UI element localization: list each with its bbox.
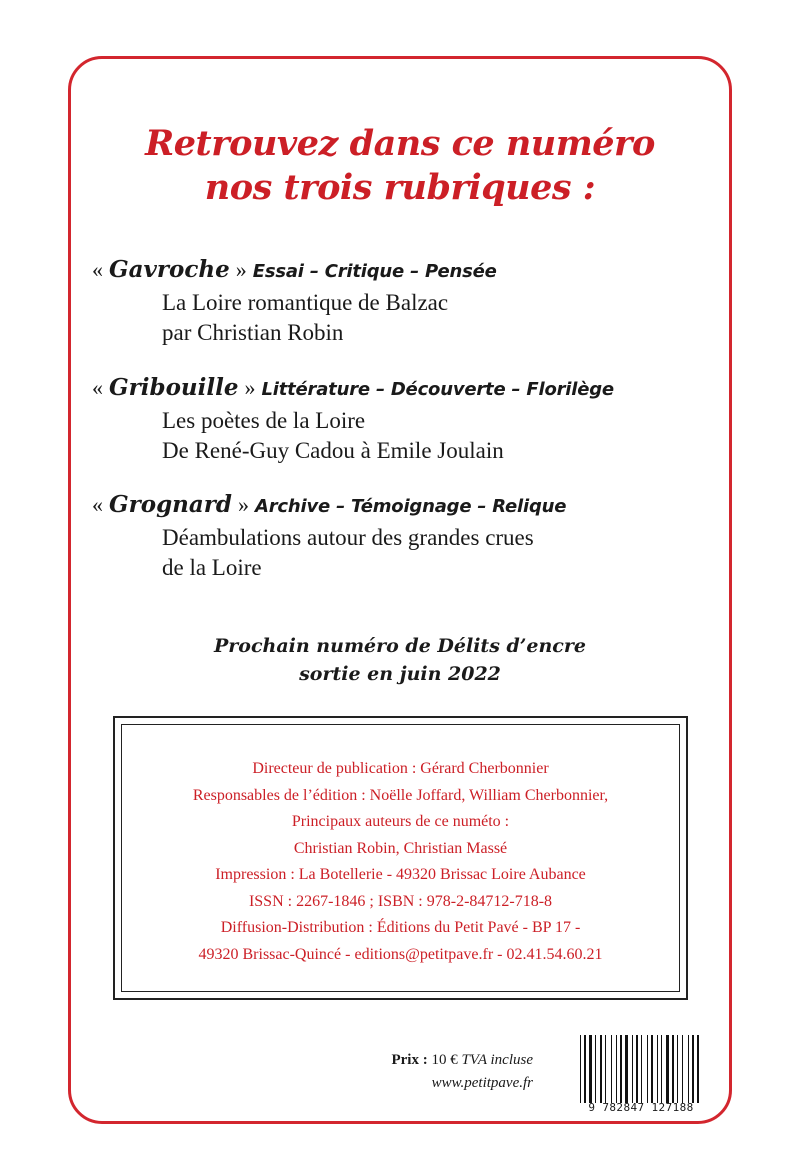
barcode-bar [632, 1035, 633, 1103]
rubrique-line: La Loire romantique de Balzac [162, 290, 449, 315]
barcode-bar [672, 1035, 674, 1103]
rubrique-line: de la Loire [162, 555, 262, 580]
barcode-bar [625, 1035, 628, 1103]
credit-line: Principaux auteurs de ce numéto : [291, 813, 510, 830]
credit-line: Diffusion-Distribution : Éditions du Petit Pavé - BP 17 - [220, 919, 581, 936]
headline-line-1: Retrouvez dans ce numéro [145, 123, 655, 164]
credit-line: Directeur de publication : Gérard Cherbonnier [252, 760, 549, 777]
rubrique-line: De René-Guy Cadou à Emile Joulain [162, 438, 504, 463]
rubrique-gavroche [92, 254, 712, 348]
barcode-bar [589, 1035, 592, 1103]
headline-line-2: nos trois rubriques : [204, 167, 596, 208]
next-issue-line-1: Prochain numéro de Délits d’encre [214, 635, 586, 657]
rubrique-grognard [92, 489, 712, 583]
barcode-bar [580, 1035, 581, 1103]
barcode-bar [600, 1035, 602, 1103]
barcode-bar [595, 1035, 596, 1103]
rubrique-name: Grognard [109, 491, 233, 518]
rubrique-name: Gavroche [109, 256, 230, 283]
close-quote: » [244, 375, 256, 400]
rubrique-heading [92, 254, 712, 288]
barcode-bar [584, 1035, 586, 1103]
website-link[interactable]: www.petitpave.fr [431, 1075, 533, 1091]
barcode-digits: 9 782847 127188 [588, 1101, 694, 1114]
close-quote: » [238, 492, 250, 517]
next-issue-notice [68, 632, 732, 688]
rubrique-line: par Christian Robin [162, 320, 344, 345]
barcode-bar [688, 1035, 689, 1103]
barcode-bar [682, 1035, 683, 1103]
barcode-bar [677, 1035, 678, 1103]
rubrique-tags: Littérature – Découverte – Florilège [261, 379, 614, 400]
close-quote: » [235, 257, 247, 282]
open-quote: « [92, 257, 103, 282]
price-label: Prix : [391, 1052, 428, 1068]
rubrique-line: Les poètes de la Loire [162, 408, 366, 433]
barcode-bar [666, 1035, 669, 1103]
headline [68, 122, 732, 210]
rubrique-name: Gribouille [109, 374, 239, 401]
barcode-icon [578, 1035, 704, 1103]
credit-line: Christian Robin, Christian Massé [293, 839, 508, 857]
next-issue-line-2: sortie en juin 2022 [299, 663, 501, 685]
barcode-bar [647, 1035, 648, 1103]
rubrique-tags: Archive – Témoignage – Relique [255, 496, 567, 517]
open-quote: « [92, 375, 103, 400]
price-tax: TVA incluse [461, 1052, 533, 1068]
barcode-bar [692, 1035, 694, 1103]
credit-line: Responsables de l’édition : Noëlle Joffard, William Cherbonnier, [192, 786, 609, 804]
barcode-bar [661, 1035, 662, 1103]
rubrique-gribouille [92, 372, 712, 466]
credits-text [115, 756, 686, 968]
rubrique-heading [92, 372, 712, 406]
rubrique-line: Déambulations autour des grandes crues [162, 525, 534, 550]
barcode-bar [616, 1035, 617, 1103]
credit-line: ISSN : 2267-1846 ; ISBN : 978-2-84712-718-8 [248, 892, 553, 910]
barcode-bar [657, 1035, 658, 1103]
rubrique-tags: Essai – Critique – Pensée [252, 261, 497, 282]
credit-line: Impression : La Botellerie - 49320 Brissac Loire Aubance [215, 866, 586, 883]
price-amount: 10 € [431, 1052, 458, 1068]
barcode-bar [611, 1035, 612, 1103]
rubrique-heading [92, 489, 712, 523]
credit-line: 49320 Brissac-Quincé - editions@petitpave.fr - 02.41.54.60.21 [198, 945, 603, 963]
barcode-bar [651, 1035, 653, 1103]
barcode-bar [636, 1035, 638, 1103]
price-line [391, 1050, 533, 1070]
credits-box [113, 716, 688, 1000]
barcode-bar [697, 1035, 699, 1103]
barcode-bar [605, 1035, 606, 1103]
barcode-bar [620, 1035, 622, 1103]
barcode-bar [641, 1035, 642, 1103]
open-quote: « [92, 492, 103, 517]
